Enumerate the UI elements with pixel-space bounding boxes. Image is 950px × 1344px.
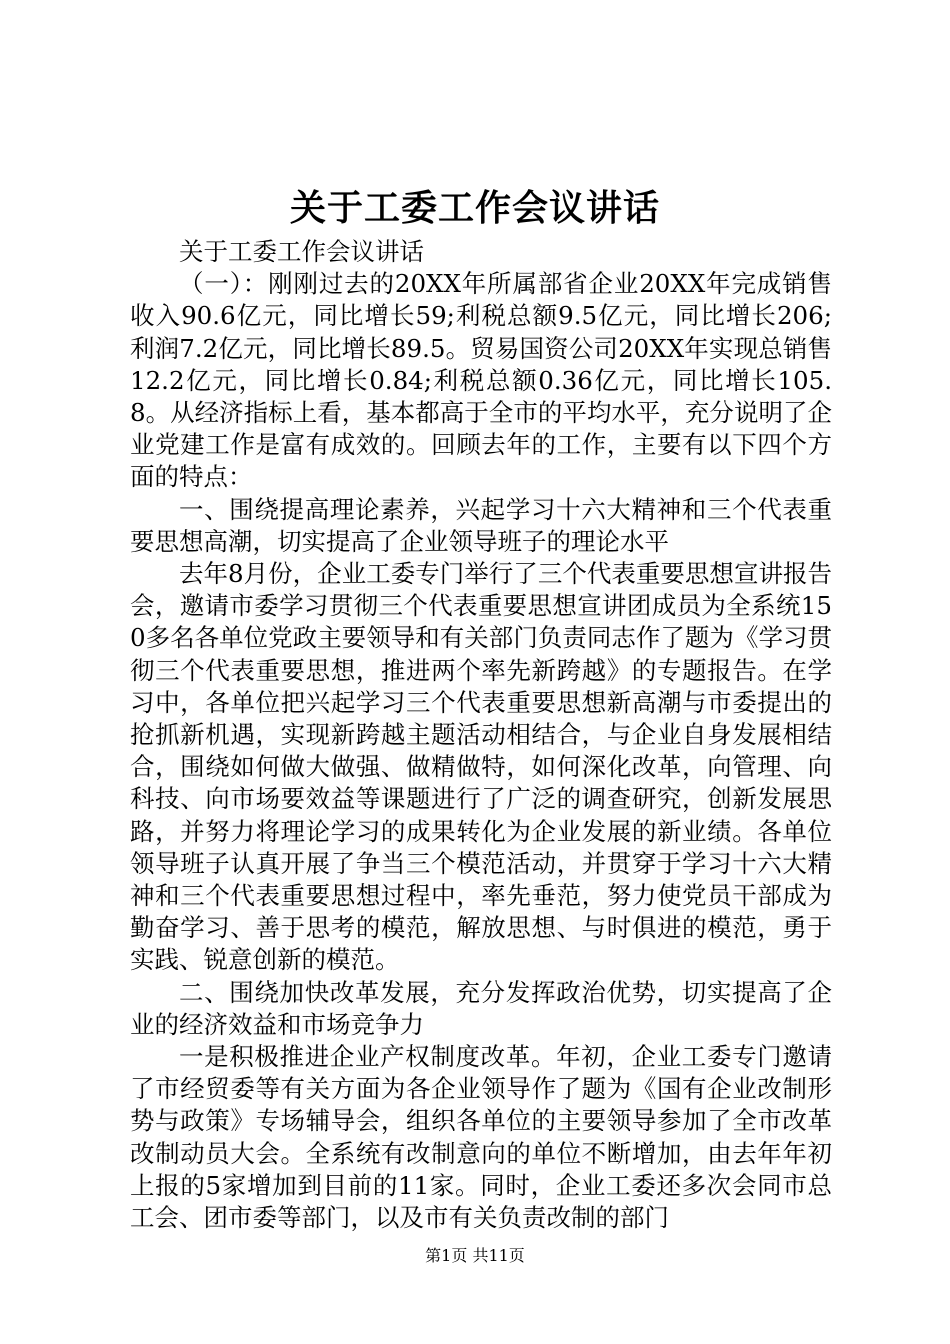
paragraph-heading-1: 一、围绕提高理论素养，兴起学习十六大精神和三个代表重要思想高潮，切实提高了企业领导班子的理论水平: [130, 494, 832, 556]
paragraph-subtitle: 关于工委工作会议讲话: [179, 237, 424, 266]
page-footer: 第1页 共11页: [425, 1246, 525, 1265]
document-title: 关于工委工作会议讲话: [289, 187, 660, 229]
document-body: [130, 236, 832, 1234]
paragraph-section-1: 去年8月份，企业工委专门举行了三个代表重要思想宣讲报告会，邀请市委学习贯彻三个代表重要思想宣讲团成员为全系统150多名各单位党政主要领导和有关部门负责同志作了题为《学习贯彻三个代表重要思想，推进两个率先新跨越》的专题报告。在学习中，各单位把兴起学习三个代表重要思想新高潮与市委提出的抢抓新机遇，实现新跨越主题活动相结合，与企业自身发展相结合，围绕如何做大做强、做精做特，如何深化改革，向管理、向科技、向市场要效益等课题进行了广泛的调查研究，创新发展思路，并努力将理论学习的成果转化为企业发展的新业绩。各单位领导班子认真开展了争当三个模范活动，并贯穿于学习十六大精神和三个代表重要思想过程中，率先垂范，努力使党员干部成为勤奋学习、善于思考的模范，解放思想、与时俱进的模范，勇于实践、锐意创新的模范。: [130, 559, 832, 975]
paragraph-intro: （一）：刚刚过去的20XX年所属部省企业20XX年完成销售收入90.6亿元，同比增长59;利税总额9.5亿元，同比增长206;利润7.2亿元，同比增长89.5。贸易国资公司20XX年实现总销售12.2亿元，同比增长0.84;利税总额0.36亿元，同比增长105.8。从经济指标上看，基本都高于全市的平均水平，充分说明了企业党建工作是富有成效的。回顾去年的工作，主要有以下四个方面的特点：: [130, 269, 832, 492]
paragraph-section-2: 一是积极推进企业产权制度改革。年初，企业工委专门邀请了市经贸委等有关方面为各企业领导作了题为《国有企业改制形势与政策》专场辅导会，组织各单位的主要领导参加了全市改革改制动员大会。全系统有改制意向的单位不断增加，由去年年初上报的5家增加到目前的11家。同时，企业工委还多次会同市总工会、团市委等部门，以及市有关负责改制的部门: [130, 1042, 832, 1233]
paragraph-heading-2: 二、围绕加快改革发展，充分发挥政治优势，切实提高了企业的经济效益和市场竞争力: [130, 977, 832, 1039]
